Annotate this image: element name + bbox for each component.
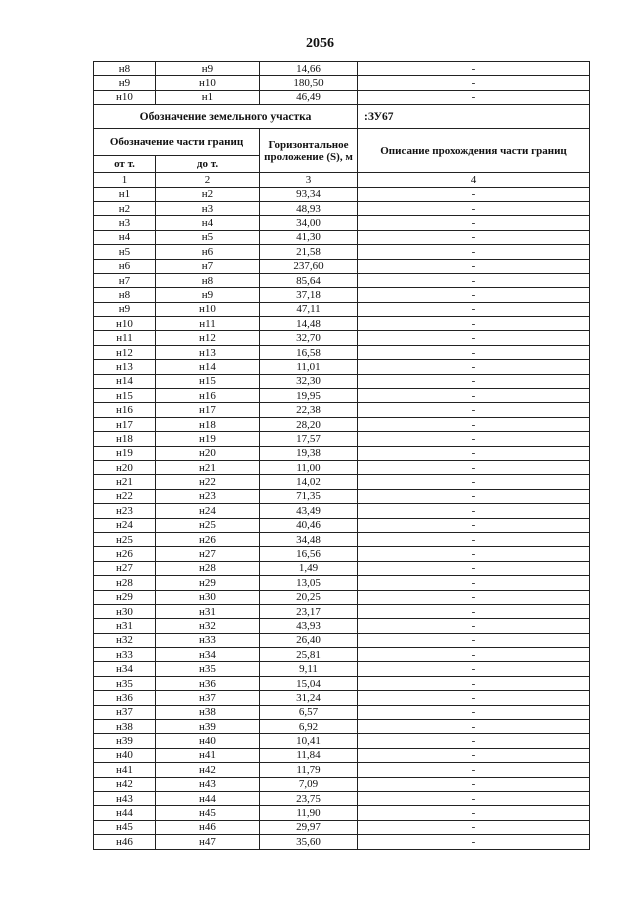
table-row — [94, 489, 590, 503]
horizontal-distance: 180,50 — [260, 76, 358, 90]
description-cell: - — [358, 62, 590, 76]
point-from: н25 — [94, 532, 156, 546]
description-cell: - — [358, 590, 590, 604]
point-from: н35 — [94, 676, 156, 690]
table-row — [94, 187, 590, 201]
table-row — [94, 532, 590, 546]
point-from: н46 — [94, 835, 156, 849]
description-cell: - — [358, 360, 590, 374]
point-from: н23 — [94, 504, 156, 518]
point-to: н42 — [156, 763, 260, 777]
horizontal-distance: 13,05 — [260, 576, 358, 590]
point-to: н9 — [156, 62, 260, 76]
table-row — [94, 734, 590, 748]
horizontal-distance: 48,93 — [260, 201, 358, 215]
point-to: н27 — [156, 547, 260, 561]
point-to: н14 — [156, 360, 260, 374]
table-header — [94, 105, 590, 187]
point-from: н7 — [94, 273, 156, 287]
description-cell: - — [358, 763, 590, 777]
point-from: н13 — [94, 360, 156, 374]
point-to: н34 — [156, 648, 260, 662]
horizontal-distance: 9,11 — [260, 662, 358, 676]
table-row — [94, 62, 590, 76]
point-to: н3 — [156, 201, 260, 215]
point-to: н40 — [156, 734, 260, 748]
table-row — [94, 345, 590, 359]
table-row — [94, 791, 590, 805]
horizontal-distance: 11,84 — [260, 748, 358, 762]
description-cell: - — [358, 561, 590, 575]
description-cell: - — [358, 748, 590, 762]
horizontal-distance: 85,64 — [260, 273, 358, 287]
point-to: н31 — [156, 604, 260, 618]
description-cell: - — [358, 547, 590, 561]
point-to: н8 — [156, 273, 260, 287]
point-from: н40 — [94, 748, 156, 762]
description-cell: - — [358, 734, 590, 748]
table-row — [94, 648, 590, 662]
table-row — [94, 619, 590, 633]
table-row — [94, 317, 590, 331]
description-cell: - — [358, 187, 590, 201]
point-to: н38 — [156, 705, 260, 719]
horizontal-distance: 23,75 — [260, 791, 358, 805]
point-to: н19 — [156, 432, 260, 446]
table-row — [94, 547, 590, 561]
point-to: н41 — [156, 748, 260, 762]
point-from: н44 — [94, 806, 156, 820]
point-to: н44 — [156, 791, 260, 805]
table-row — [94, 576, 590, 590]
point-to: н20 — [156, 446, 260, 460]
description-cell: - — [358, 76, 590, 90]
horizontal-distance: 11,90 — [260, 806, 358, 820]
point-to: н24 — [156, 504, 260, 518]
description-cell: - — [358, 777, 590, 791]
point-from: н8 — [94, 288, 156, 302]
point-from: н17 — [94, 417, 156, 431]
point-from: н33 — [94, 648, 156, 662]
point-from: н10 — [94, 90, 156, 104]
point-from: н6 — [94, 259, 156, 273]
column-number: 1 — [94, 173, 156, 187]
point-to: н46 — [156, 820, 260, 834]
horizontal-distance: 46,49 — [260, 90, 358, 104]
horizontal-distance: 26,40 — [260, 633, 358, 647]
horizontal-distance: 10,41 — [260, 734, 358, 748]
horizontal-distance: 43,93 — [260, 619, 358, 633]
horizontal-distance: 31,24 — [260, 691, 358, 705]
point-to: н13 — [156, 345, 260, 359]
point-from: н12 — [94, 345, 156, 359]
point-from: н26 — [94, 547, 156, 561]
point-from: н10 — [94, 317, 156, 331]
boundary-table — [93, 61, 590, 850]
header-description: Описание прохождения части границ — [358, 129, 590, 173]
horizontal-distance: 237,60 — [260, 259, 358, 273]
point-from: н31 — [94, 619, 156, 633]
horizontal-distance: 47,11 — [260, 302, 358, 316]
point-from: н9 — [94, 76, 156, 90]
table-row — [94, 691, 590, 705]
point-from: н30 — [94, 604, 156, 618]
table-row — [94, 90, 590, 104]
point-from: н28 — [94, 576, 156, 590]
description-cell: - — [358, 230, 590, 244]
point-from: н22 — [94, 489, 156, 503]
point-to: н25 — [156, 518, 260, 532]
description-cell: - — [358, 532, 590, 546]
table-row — [94, 561, 590, 575]
table-row — [94, 720, 590, 734]
horizontal-distance: 20,25 — [260, 590, 358, 604]
column-number: 2 — [156, 173, 260, 187]
parcel-label: Обозначение земельного участка — [94, 105, 358, 129]
horizontal-distance: 16,56 — [260, 547, 358, 561]
point-from: н3 — [94, 216, 156, 230]
point-to: н28 — [156, 561, 260, 575]
column-number: 4 — [358, 173, 590, 187]
horizontal-distance: 6,92 — [260, 720, 358, 734]
horizontal-distance: 6,57 — [260, 705, 358, 719]
description-cell: - — [358, 489, 590, 503]
description-cell: - — [358, 302, 590, 316]
point-from: н18 — [94, 432, 156, 446]
point-from: н14 — [94, 374, 156, 388]
horizontal-distance: 14,66 — [260, 62, 358, 76]
horizontal-distance: 71,35 — [260, 489, 358, 503]
description-cell: - — [358, 273, 590, 287]
point-from: н38 — [94, 720, 156, 734]
point-from: н36 — [94, 691, 156, 705]
table-row — [94, 820, 590, 834]
horizontal-distance: 15,04 — [260, 676, 358, 690]
point-to: н2 — [156, 187, 260, 201]
point-to: н16 — [156, 389, 260, 403]
point-from: н16 — [94, 403, 156, 417]
point-from: н5 — [94, 245, 156, 259]
description-cell: - — [358, 446, 590, 460]
table-row — [94, 590, 590, 604]
point-to: н21 — [156, 460, 260, 474]
point-from: н39 — [94, 734, 156, 748]
table-row — [94, 475, 590, 489]
description-cell: - — [358, 691, 590, 705]
point-from: н42 — [94, 777, 156, 791]
table-row — [94, 633, 590, 647]
table-row — [94, 389, 590, 403]
point-to: н26 — [156, 532, 260, 546]
point-to: н5 — [156, 230, 260, 244]
horizontal-distance: 29,97 — [260, 820, 358, 834]
horizontal-distance: 34,48 — [260, 532, 358, 546]
table-row — [94, 763, 590, 777]
point-from: н8 — [94, 62, 156, 76]
table-row — [94, 259, 590, 273]
point-from: н37 — [94, 705, 156, 719]
table-row — [94, 76, 590, 90]
point-to: н39 — [156, 720, 260, 734]
table-row — [94, 245, 590, 259]
main-rows — [94, 187, 590, 849]
table-row — [94, 331, 590, 345]
description-cell: - — [358, 201, 590, 215]
point-to: н30 — [156, 590, 260, 604]
table-row — [94, 604, 590, 618]
header-from: от т. — [94, 156, 156, 173]
point-from: н1 — [94, 187, 156, 201]
horizontal-distance: 32,70 — [260, 331, 358, 345]
description-cell: - — [358, 389, 590, 403]
description-cell: - — [358, 705, 590, 719]
horizontal-distance: 41,30 — [260, 230, 358, 244]
description-cell: - — [358, 648, 590, 662]
point-to: н12 — [156, 331, 260, 345]
point-to: н18 — [156, 417, 260, 431]
point-from: н21 — [94, 475, 156, 489]
point-from: н24 — [94, 518, 156, 532]
point-to: н43 — [156, 777, 260, 791]
top-rows — [94, 62, 590, 105]
point-from: н32 — [94, 633, 156, 647]
description-cell: - — [358, 676, 590, 690]
description-cell: - — [358, 504, 590, 518]
horizontal-distance: 35,60 — [260, 835, 358, 849]
point-to: н35 — [156, 662, 260, 676]
point-from: н43 — [94, 791, 156, 805]
point-from: н34 — [94, 662, 156, 676]
description-cell: - — [358, 720, 590, 734]
horizontal-distance: 14,02 — [260, 475, 358, 489]
description-cell: - — [358, 216, 590, 230]
description-cell: - — [358, 90, 590, 104]
point-to: н37 — [156, 691, 260, 705]
description-cell: - — [358, 417, 590, 431]
point-to: н7 — [156, 259, 260, 273]
description-cell: - — [358, 475, 590, 489]
parcel-code: :ЗУ67 — [358, 105, 590, 129]
point-from: н15 — [94, 389, 156, 403]
point-to: н10 — [156, 302, 260, 316]
point-from: н27 — [94, 561, 156, 575]
point-to: н33 — [156, 633, 260, 647]
table-row — [94, 403, 590, 417]
description-cell: - — [358, 245, 590, 259]
point-from: н2 — [94, 201, 156, 215]
horizontal-distance: 19,38 — [260, 446, 358, 460]
description-cell: - — [358, 576, 590, 590]
description-cell: - — [358, 662, 590, 676]
column-number: 3 — [260, 173, 358, 187]
description-cell: - — [358, 317, 590, 331]
point-to: н29 — [156, 576, 260, 590]
point-from: н41 — [94, 763, 156, 777]
point-from: н45 — [94, 820, 156, 834]
description-cell: - — [358, 604, 590, 618]
point-to: н11 — [156, 317, 260, 331]
table-row — [94, 417, 590, 431]
point-to: н15 — [156, 374, 260, 388]
table-row — [94, 676, 590, 690]
horizontal-distance: 34,00 — [260, 216, 358, 230]
point-from: н19 — [94, 446, 156, 460]
table-row — [94, 446, 590, 460]
point-to: н22 — [156, 475, 260, 489]
table-row — [94, 748, 590, 762]
point-to: н10 — [156, 76, 260, 90]
description-cell: - — [358, 288, 590, 302]
description-cell: - — [358, 403, 590, 417]
table-row — [94, 288, 590, 302]
description-cell: - — [358, 791, 590, 805]
table-row — [94, 374, 590, 388]
table-row — [94, 302, 590, 316]
horizontal-distance: 37,18 — [260, 288, 358, 302]
horizontal-distance: 25,81 — [260, 648, 358, 662]
point-to: н23 — [156, 489, 260, 503]
point-from: н4 — [94, 230, 156, 244]
table-row — [94, 662, 590, 676]
point-from: н11 — [94, 331, 156, 345]
description-cell: - — [358, 806, 590, 820]
horizontal-distance: 7,09 — [260, 777, 358, 791]
horizontal-distance: 1,49 — [260, 561, 358, 575]
table-row — [94, 230, 590, 244]
description-cell: - — [358, 345, 590, 359]
header-to: до т. — [156, 156, 260, 173]
description-cell: - — [358, 518, 590, 532]
horizontal-distance: 11,01 — [260, 360, 358, 374]
page-number: 2056 — [306, 36, 334, 51]
point-from: н29 — [94, 590, 156, 604]
table-row — [94, 806, 590, 820]
horizontal-distance: 23,17 — [260, 604, 358, 618]
horizontal-distance: 16,58 — [260, 345, 358, 359]
horizontal-distance: 19,95 — [260, 389, 358, 403]
horizontal-distance: 11,79 — [260, 763, 358, 777]
header-part-designation: Обозначение части границ — [94, 129, 260, 156]
horizontal-distance: 14,48 — [260, 317, 358, 331]
horizontal-distance: 28,20 — [260, 417, 358, 431]
table-row — [94, 835, 590, 849]
description-cell: - — [358, 432, 590, 446]
description-cell: - — [358, 331, 590, 345]
description-cell: - — [358, 835, 590, 849]
description-cell: - — [358, 633, 590, 647]
table-row — [94, 518, 590, 532]
point-to: н47 — [156, 835, 260, 849]
description-cell: - — [358, 820, 590, 834]
table-row — [94, 216, 590, 230]
table-row — [94, 201, 590, 215]
point-to: н4 — [156, 216, 260, 230]
point-from: н20 — [94, 460, 156, 474]
table-row — [94, 460, 590, 474]
horizontal-distance: 22,38 — [260, 403, 358, 417]
table-row — [94, 432, 590, 446]
description-cell: - — [358, 374, 590, 388]
table-row — [94, 273, 590, 287]
horizontal-distance: 21,58 — [260, 245, 358, 259]
point-to: н32 — [156, 619, 260, 633]
horizontal-distance: 11,00 — [260, 460, 358, 474]
table-row — [94, 777, 590, 791]
table-row — [94, 360, 590, 374]
point-to: н1 — [156, 90, 260, 104]
point-to: н45 — [156, 806, 260, 820]
point-from: н9 — [94, 302, 156, 316]
point-to: н17 — [156, 403, 260, 417]
description-cell: - — [358, 619, 590, 633]
description-cell: - — [358, 460, 590, 474]
horizontal-distance: 93,34 — [260, 187, 358, 201]
point-to: н9 — [156, 288, 260, 302]
point-to: н36 — [156, 676, 260, 690]
horizontal-distance: 32,30 — [260, 374, 358, 388]
horizontal-distance: 17,57 — [260, 432, 358, 446]
description-cell: - — [358, 259, 590, 273]
horizontal-distance: 40,46 — [260, 518, 358, 532]
table-row — [94, 705, 590, 719]
horizontal-distance: 43,49 — [260, 504, 358, 518]
table-row — [94, 504, 590, 518]
point-to: н6 — [156, 245, 260, 259]
header-horizontal: Горизонтальное проложение (S), м — [260, 129, 358, 173]
